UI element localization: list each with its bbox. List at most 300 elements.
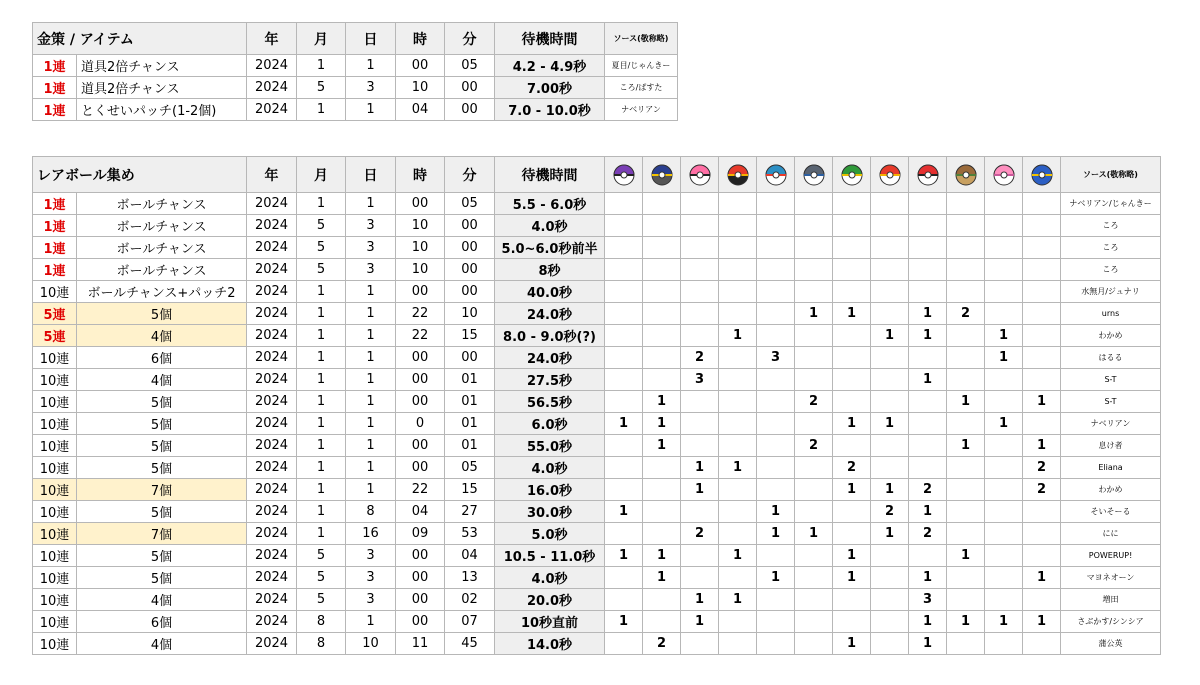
ball-count-cell — [833, 237, 871, 259]
dream-ball-icon — [992, 163, 1016, 187]
ball-count-cell — [909, 391, 947, 413]
ren-count: 10連 — [33, 523, 77, 545]
ball-count-cell — [985, 545, 1023, 567]
source-cell: POWERUP! — [1061, 545, 1161, 567]
ball-count-cell — [833, 259, 871, 281]
ball-count-cell — [909, 259, 947, 281]
ball-count-cell: 1 — [1023, 391, 1061, 413]
day-cell: 1 — [346, 193, 396, 215]
hour-cell: 10 — [396, 215, 445, 237]
source-cell: ナベリアン/じゃんきー — [1061, 193, 1161, 215]
item-name: 5個 — [77, 303, 247, 325]
ball-count-cell: 1 — [947, 545, 985, 567]
ball-count-cell — [985, 237, 1023, 259]
ball-column-header — [909, 157, 947, 193]
source-cell: S-T — [1061, 369, 1161, 391]
ball-count-cell — [605, 325, 643, 347]
table-row — [33, 77, 678, 99]
source-cell: urns — [1061, 303, 1161, 325]
hour-cell: 00 — [396, 55, 445, 77]
minute-cell: 10 — [445, 303, 495, 325]
source-cell: わかめ — [1061, 325, 1161, 347]
ball-count-cell — [643, 237, 681, 259]
ball-count-cell — [947, 479, 985, 501]
ball-count-cell: 2 — [1023, 479, 1061, 501]
source-cell: ころ — [1061, 259, 1161, 281]
day-cell: 1 — [346, 479, 396, 501]
ball-count-cell — [909, 215, 947, 237]
ball-count-cell — [985, 215, 1023, 237]
hour-cell: 0 — [396, 413, 445, 435]
item-name: 4個 — [77, 633, 247, 655]
ball-count-cell — [605, 391, 643, 413]
ball-count-cell: 1 — [833, 633, 871, 655]
table-row — [33, 347, 1161, 369]
ball-count-cell — [1023, 413, 1061, 435]
minute-cell: 00 — [445, 77, 495, 99]
ball-count-cell — [947, 237, 985, 259]
month-cell: 1 — [297, 281, 346, 303]
ball-count-cell — [947, 193, 985, 215]
year-cell: 2024 — [247, 567, 297, 589]
ball-count-cell — [833, 281, 871, 303]
table2-header-row — [33, 157, 1161, 193]
ball-count-cell — [795, 413, 833, 435]
ball-count-cell — [605, 281, 643, 303]
year-cell: 2024 — [247, 391, 297, 413]
table-row — [33, 391, 1161, 413]
source-cell: にに — [1061, 523, 1161, 545]
ball-count-cell — [795, 501, 833, 523]
source-cell: S-T — [1061, 391, 1161, 413]
month-cell: 1 — [297, 55, 346, 77]
item-name: 5個 — [77, 545, 247, 567]
ball-count-cell — [681, 259, 719, 281]
ball-count-cell — [605, 369, 643, 391]
ball-count-cell — [719, 281, 757, 303]
ball-count-cell — [719, 259, 757, 281]
ball-count-cell — [795, 633, 833, 655]
ball-count-cell — [871, 611, 909, 633]
ball-count-cell: 1 — [643, 413, 681, 435]
ball-count-cell — [795, 369, 833, 391]
table-row — [33, 325, 1161, 347]
wait-time-cell: 5.0~6.0秒前半 — [495, 237, 605, 259]
ball-count-cell — [757, 237, 795, 259]
source-cell: そいそーる — [1061, 501, 1161, 523]
item-name: ボールチャンス — [77, 259, 247, 281]
day-cell: 3 — [346, 567, 396, 589]
minute-cell: 05 — [445, 55, 495, 77]
col-hour: 時 — [396, 157, 445, 193]
ball-count-cell — [681, 545, 719, 567]
ball-column-header — [795, 157, 833, 193]
ball-count-cell — [681, 633, 719, 655]
level-ball-icon — [726, 163, 750, 187]
ball-count-cell: 1 — [757, 501, 795, 523]
ball-count-cell — [643, 259, 681, 281]
day-cell: 1 — [346, 391, 396, 413]
ball-count-cell: 1 — [833, 479, 871, 501]
minute-cell: 01 — [445, 369, 495, 391]
ball-count-cell — [757, 545, 795, 567]
minute-cell: 00 — [445, 281, 495, 303]
ball-count-cell: 1 — [681, 611, 719, 633]
source-cell: ころ — [1061, 215, 1161, 237]
year-cell: 2024 — [247, 457, 297, 479]
ball-count-cell — [757, 303, 795, 325]
ren-count: 10連 — [33, 611, 77, 633]
ball-count-cell — [985, 523, 1023, 545]
item-name: 5個 — [77, 435, 247, 457]
source-cell: 蒲公英 — [1061, 633, 1161, 655]
ball-count-cell — [871, 435, 909, 457]
ball-count-cell — [795, 215, 833, 237]
hour-cell: 00 — [396, 193, 445, 215]
wait-time-cell: 40.0秒 — [495, 281, 605, 303]
hour-cell: 00 — [396, 545, 445, 567]
minute-cell: 01 — [445, 391, 495, 413]
hour-cell: 04 — [396, 99, 445, 121]
ren-count: 10連 — [33, 589, 77, 611]
year-cell: 2024 — [247, 99, 297, 121]
ball-count-cell — [833, 589, 871, 611]
ball-count-cell: 1 — [947, 435, 985, 457]
minute-cell: 00 — [445, 259, 495, 281]
ball-count-cell: 1 — [757, 523, 795, 545]
minute-cell: 00 — [445, 237, 495, 259]
ball-count-cell: 1 — [795, 303, 833, 325]
minute-cell: 01 — [445, 435, 495, 457]
month-cell: 1 — [297, 391, 346, 413]
ren-count: 10連 — [33, 435, 77, 457]
ball-count-cell: 1 — [605, 545, 643, 567]
month-cell: 5 — [297, 545, 346, 567]
ball-count-cell — [1023, 501, 1061, 523]
item-name: 6個 — [77, 611, 247, 633]
ball-count-cell: 1 — [833, 545, 871, 567]
ball-count-cell — [605, 589, 643, 611]
table-row — [33, 589, 1161, 611]
item-name: 4個 — [77, 369, 247, 391]
ball-count-cell — [871, 281, 909, 303]
ren-count: 10連 — [33, 369, 77, 391]
ball-column-header — [681, 157, 719, 193]
month-cell: 5 — [297, 77, 346, 99]
hour-cell: 04 — [396, 501, 445, 523]
friend-ball-icon — [840, 163, 864, 187]
ball-count-cell — [909, 545, 947, 567]
ren-count: 1連 — [33, 99, 77, 121]
ball-count-cell — [871, 545, 909, 567]
year-cell: 2024 — [247, 369, 297, 391]
item-name: ボールチャンス — [77, 215, 247, 237]
source-cell: ころ/ぱすた — [605, 77, 678, 99]
ball-count-cell — [719, 193, 757, 215]
year-cell: 2024 — [247, 633, 297, 655]
ball-count-cell: 1 — [909, 567, 947, 589]
ball-count-cell — [985, 479, 1023, 501]
table-row — [33, 567, 1161, 589]
ball-count-cell — [719, 633, 757, 655]
col-year: 年 — [247, 23, 297, 55]
heavy-ball-icon — [802, 163, 826, 187]
minute-cell: 15 — [445, 479, 495, 501]
ball-count-cell — [909, 347, 947, 369]
hour-cell: 00 — [396, 435, 445, 457]
ball-count-cell: 1 — [985, 325, 1023, 347]
source-cell: 息け者 — [1061, 435, 1161, 457]
day-cell: 1 — [346, 99, 396, 121]
ball-count-cell — [643, 193, 681, 215]
ball-count-cell — [757, 193, 795, 215]
month-cell: 1 — [297, 479, 346, 501]
ball-count-cell — [605, 479, 643, 501]
month-cell: 1 — [297, 501, 346, 523]
ball-count-cell — [719, 523, 757, 545]
ball-count-cell — [947, 413, 985, 435]
ball-column-header — [719, 157, 757, 193]
item-name: 5個 — [77, 501, 247, 523]
ball-column-header — [757, 157, 795, 193]
ball-column-header — [947, 157, 985, 193]
ball-count-cell — [909, 193, 947, 215]
ball-count-cell — [643, 457, 681, 479]
ball-count-cell — [681, 325, 719, 347]
minute-cell: 00 — [445, 215, 495, 237]
ball-count-cell — [871, 457, 909, 479]
item-name: 6個 — [77, 347, 247, 369]
ball-count-cell: 3 — [909, 589, 947, 611]
safari-ball-icon — [954, 163, 978, 187]
ball-count-cell — [719, 347, 757, 369]
ball-count-cell — [757, 413, 795, 435]
ball-count-cell — [833, 215, 871, 237]
item-name: とくせいパッチ(1-2個) — [77, 99, 247, 121]
ball-count-cell: 2 — [681, 523, 719, 545]
ball-count-cell: 1 — [985, 413, 1023, 435]
ball-count-cell — [1023, 215, 1061, 237]
wait-time-cell: 6.0秒 — [495, 413, 605, 435]
ball-count-cell: 3 — [681, 369, 719, 391]
ball-count-cell: 1 — [871, 413, 909, 435]
table1-title: 金策 / アイテム — [33, 23, 247, 55]
hour-cell: 00 — [396, 567, 445, 589]
beast-ball-icon — [1030, 163, 1054, 187]
hour-cell: 00 — [396, 391, 445, 413]
month-cell: 5 — [297, 589, 346, 611]
table-row — [33, 237, 1161, 259]
ball-count-cell — [795, 259, 833, 281]
hour-cell: 22 — [396, 479, 445, 501]
item-name: 道具2倍チャンス — [77, 77, 247, 99]
month-cell: 5 — [297, 259, 346, 281]
ball-count-cell — [833, 193, 871, 215]
day-cell: 1 — [346, 303, 396, 325]
wait-time-cell: 24.0秒 — [495, 347, 605, 369]
fast-ball-icon — [878, 163, 902, 187]
ball-count-cell: 1 — [909, 611, 947, 633]
ball-count-cell — [985, 633, 1023, 655]
ball-count-cell — [757, 259, 795, 281]
col-minute: 分 — [445, 23, 495, 55]
ball-count-cell — [757, 457, 795, 479]
ball-count-cell — [757, 281, 795, 303]
item-name: ボールチャンス — [77, 237, 247, 259]
ball-count-cell — [719, 501, 757, 523]
minute-cell: 00 — [445, 99, 495, 121]
day-cell: 1 — [346, 347, 396, 369]
ball-count-cell — [605, 435, 643, 457]
day-cell: 16 — [346, 523, 396, 545]
day-cell: 1 — [346, 325, 396, 347]
wait-time-cell: 4.2 - 4.9秒 — [495, 55, 605, 77]
ball-count-cell — [605, 303, 643, 325]
ren-count: 10連 — [33, 413, 77, 435]
day-cell: 3 — [346, 545, 396, 567]
ren-count: 10連 — [33, 347, 77, 369]
ren-count: 10連 — [33, 501, 77, 523]
minute-cell: 05 — [445, 457, 495, 479]
ball-count-cell — [1023, 325, 1061, 347]
year-cell: 2024 — [247, 237, 297, 259]
ball-count-cell — [643, 523, 681, 545]
ball-count-cell — [757, 369, 795, 391]
ball-column-header — [985, 157, 1023, 193]
ball-count-cell: 1 — [833, 303, 871, 325]
ball-count-cell — [757, 611, 795, 633]
ball-count-cell — [757, 479, 795, 501]
ball-count-cell — [947, 567, 985, 589]
ren-count: 1連 — [33, 259, 77, 281]
ball-count-cell: 1 — [719, 589, 757, 611]
item-name: ボールチャンス+パッチ2 — [77, 281, 247, 303]
col-month: 月 — [297, 23, 346, 55]
master-ball-icon — [612, 163, 636, 187]
wait-time-cell: 56.5秒 — [495, 391, 605, 413]
wait-time-cell: 27.5秒 — [495, 369, 605, 391]
minute-cell: 05 — [445, 193, 495, 215]
ball-count-cell — [681, 281, 719, 303]
ball-count-cell: 1 — [833, 567, 871, 589]
ball-count-cell — [1023, 545, 1061, 567]
ball-count-cell — [909, 281, 947, 303]
year-cell: 2024 — [247, 435, 297, 457]
ball-count-cell — [985, 501, 1023, 523]
ball-count-cell: 2 — [909, 523, 947, 545]
ball-count-cell — [719, 479, 757, 501]
ball-count-cell — [871, 303, 909, 325]
wait-time-cell: 4.0秒 — [495, 457, 605, 479]
table-row — [33, 545, 1161, 567]
ball-count-cell — [947, 633, 985, 655]
ball-count-cell: 1 — [681, 589, 719, 611]
minute-cell: 04 — [445, 545, 495, 567]
wait-time-cell: 4.0秒 — [495, 567, 605, 589]
col-hour: 時 — [396, 23, 445, 55]
col-year: 年 — [247, 157, 297, 193]
source-cell: ころ — [1061, 237, 1161, 259]
month-cell: 1 — [297, 325, 346, 347]
ball-count-cell — [871, 633, 909, 655]
ball-count-cell — [909, 457, 947, 479]
ren-count: 10連 — [33, 391, 77, 413]
table-row — [33, 435, 1161, 457]
item-name: 4個 — [77, 325, 247, 347]
ball-count-cell — [795, 347, 833, 369]
ball-count-cell — [757, 391, 795, 413]
ball-count-cell — [719, 611, 757, 633]
ball-count-cell — [719, 237, 757, 259]
ball-count-cell — [643, 281, 681, 303]
month-cell: 5 — [297, 215, 346, 237]
source-cell: 水無月/ジュナリ — [1061, 281, 1161, 303]
col-wait-time: 待機時間 — [495, 157, 605, 193]
ball-count-cell — [795, 457, 833, 479]
ball-count-cell — [871, 237, 909, 259]
day-cell: 1 — [346, 435, 396, 457]
ball-count-cell — [681, 237, 719, 259]
ball-count-cell — [1023, 193, 1061, 215]
month-cell: 1 — [297, 413, 346, 435]
hour-cell: 10 — [396, 259, 445, 281]
hour-cell: 10 — [396, 237, 445, 259]
source-cell: Eliana — [1061, 457, 1161, 479]
table2-title: レアボール集め — [33, 157, 247, 193]
ren-count: 10連 — [33, 457, 77, 479]
ren-count: 1連 — [33, 215, 77, 237]
ball-count-cell — [681, 435, 719, 457]
ball-count-cell — [985, 435, 1023, 457]
ball-count-cell — [757, 325, 795, 347]
minute-cell: 01 — [445, 413, 495, 435]
hour-cell: 00 — [396, 589, 445, 611]
ball-count-cell — [795, 193, 833, 215]
year-cell: 2024 — [247, 259, 297, 281]
col-wait-time: 待機時間 — [495, 23, 605, 55]
hour-cell: 00 — [396, 347, 445, 369]
ball-count-cell — [947, 589, 985, 611]
year-cell: 2024 — [247, 215, 297, 237]
col-source: ソース(敬称略) — [1061, 157, 1161, 193]
year-cell: 2024 — [247, 589, 297, 611]
item-name: 7個 — [77, 523, 247, 545]
ren-count: 1連 — [33, 193, 77, 215]
ball-count-cell: 1 — [909, 633, 947, 655]
item-name: ボールチャンス — [77, 193, 247, 215]
ren-count: 10連 — [33, 545, 77, 567]
table-row — [33, 99, 678, 121]
ball-count-cell — [681, 391, 719, 413]
year-cell: 2024 — [247, 413, 297, 435]
ball-count-cell — [871, 347, 909, 369]
ball-count-cell — [605, 237, 643, 259]
ball-count-cell — [605, 259, 643, 281]
source-cell: 夏目/じゃんきー — [605, 55, 678, 77]
ball-count-cell — [643, 347, 681, 369]
minute-cell: 45 — [445, 633, 495, 655]
ball-count-cell: 1 — [681, 457, 719, 479]
ball-column-header — [1023, 157, 1061, 193]
ball-count-cell: 1 — [909, 369, 947, 391]
table-row — [33, 281, 1161, 303]
table-row — [33, 523, 1161, 545]
ball-count-cell — [833, 325, 871, 347]
wait-time-cell: 8秒 — [495, 259, 605, 281]
ball-count-cell: 1 — [643, 545, 681, 567]
month-cell: 1 — [297, 523, 346, 545]
ball-count-cell: 2 — [795, 391, 833, 413]
